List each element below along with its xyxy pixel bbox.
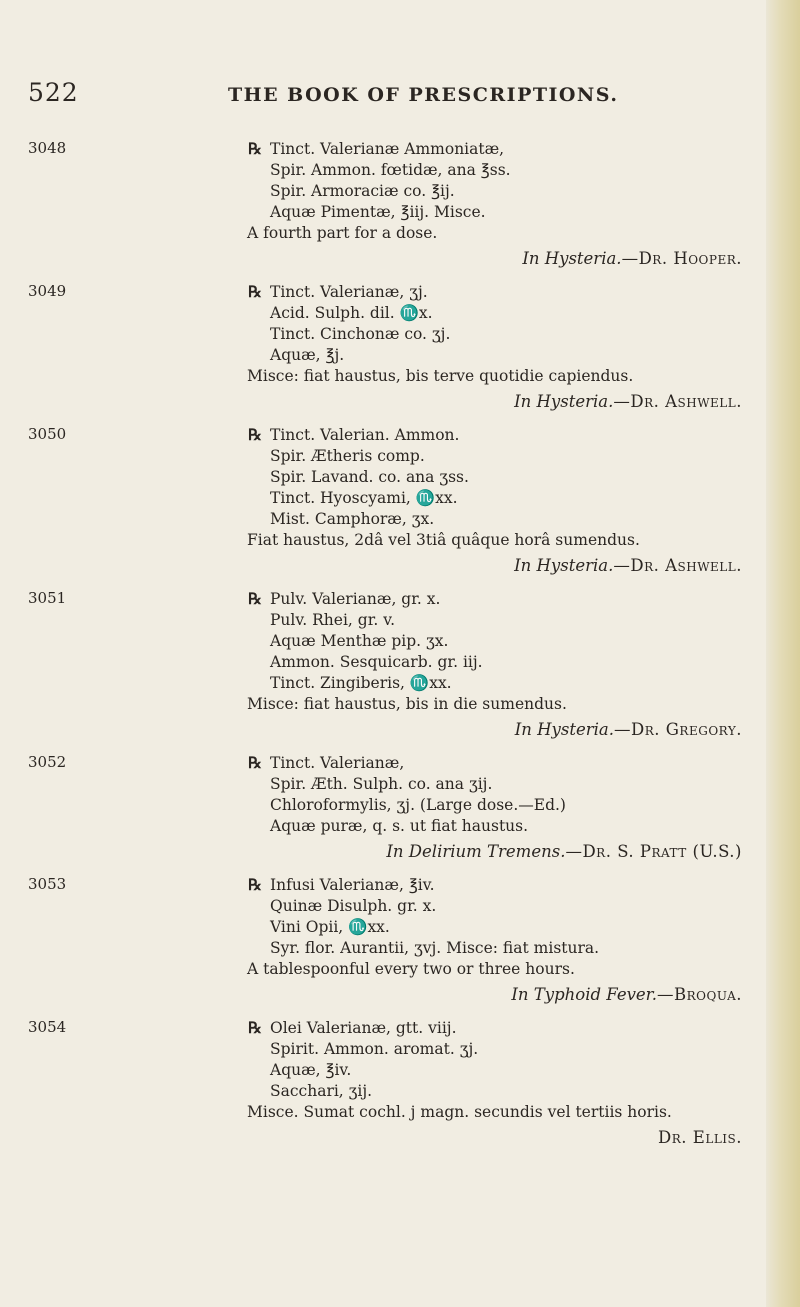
- author-name: —Dr. S. Pratt (U.S.): [565, 842, 742, 861]
- directions-line: A fourth part for a dose.: [247, 224, 438, 242]
- ingredient-line: [0, 424, 800, 446]
- ingredient-line: Tinct. Cinchonæ co. ʒj.: [270, 325, 451, 343]
- attribution-line: [0, 553, 800, 578]
- condition-label: In Hysteria.: [514, 556, 614, 575]
- ingredient-line: Pulv. Rhei, gr. v.: [270, 611, 396, 629]
- ingredient-text: Tinct. Valerianæ,: [270, 754, 405, 772]
- ingredient-line: Spirit. Ammon. aromat. ʒj.: [270, 1040, 479, 1058]
- ingredient-text: Tinct. Valerianæ Ammoniatæ,: [270, 140, 505, 158]
- ingredient-line: Tinct. Hyoscyami, ♏xx.: [270, 489, 458, 507]
- directions-line: Fiat haustus, 2dâ vel 3tiâ quâque horâ sumendus.: [247, 531, 640, 549]
- prescription-entry: [0, 138, 800, 271]
- ingredient-line: Mist. Camphoræ, ʒx.: [270, 510, 435, 528]
- page-header: [0, 78, 800, 118]
- prescription-entry: [0, 1017, 800, 1150]
- recipe-symbol: ℞: [248, 139, 262, 158]
- prescription-entry: [0, 424, 800, 578]
- recipe-symbol: ℞: [248, 1018, 262, 1037]
- prescription-entry: [0, 281, 800, 414]
- ingredient-text: Tinct. Valerian. Ammon.: [270, 426, 460, 444]
- ingredient-text: Tinct. Valerianæ, ʒj.: [270, 283, 428, 301]
- attribution-line: [0, 839, 800, 864]
- ingredient-line: Aquæ Pimentæ, ℥iij. Misce.: [270, 203, 486, 221]
- author-name: —Dr. Gregory.: [614, 720, 742, 739]
- prescription-number: 3053: [28, 875, 67, 893]
- ingredient-line: Syr. flor. Aurantii, ʒvj. Misce: fiat mistura.: [270, 939, 600, 957]
- attribution-line: [0, 717, 800, 742]
- running-title: THE BOOK OF PRESCRIPTIONS.: [228, 84, 619, 106]
- condition-label: In Delirium Tremens.: [386, 842, 566, 861]
- directions-line: A tablespoonful every two or three hours.: [247, 960, 575, 978]
- ingredient-line: Aquæ, ℥iv.: [270, 1061, 352, 1079]
- recipe-symbol: ℞: [248, 282, 262, 301]
- ingredient-line: Spir. Æth. Sulph. co. ana ʒij.: [270, 775, 493, 793]
- recipe-symbol: ℞: [248, 753, 262, 772]
- ingredient-line: [0, 752, 800, 774]
- ingredient-line: [0, 138, 800, 160]
- ingredient-line: Spir. Ætheris comp.: [270, 447, 425, 465]
- author-name: —Broqua.: [657, 985, 742, 1004]
- recipe-symbol: ℞: [248, 589, 262, 608]
- ingredient-line: Chloroformylis, ʒj. (Large dose.—Ed.): [270, 796, 566, 814]
- condition-label: In Hysteria.: [514, 720, 614, 739]
- author-name: Dr. Ellis.: [658, 1128, 742, 1147]
- author-name: —Dr. Ashwell.: [613, 392, 742, 411]
- condition-label: In Hysteria.: [522, 249, 622, 268]
- prescription-entry: [0, 752, 800, 864]
- condition-label: In Hysteria.: [514, 392, 614, 411]
- prescription-number: 3048: [28, 139, 67, 157]
- prescription-entry: [0, 874, 800, 1007]
- recipe-symbol: ℞: [248, 875, 262, 894]
- prescription-number: 3049: [28, 282, 67, 300]
- directions-line: Misce. Sumat cochl. j magn. secundis vel tertiis horis.: [247, 1103, 672, 1121]
- ingredient-line: Aquæ Menthæ pip. ʒx.: [270, 632, 449, 650]
- ingredient-text: Olei Valerianæ, gtt. viij.: [270, 1019, 457, 1037]
- condition-label: In Typhoid Fever.: [511, 985, 657, 1004]
- ingredient-line: Sacchari, ʒij.: [270, 1082, 373, 1100]
- prescription-list: [0, 138, 800, 1160]
- ingredient-line: Quinæ Disulph. gr. x.: [270, 897, 437, 915]
- page-number: 522: [28, 78, 79, 107]
- directions-line: Misce: fiat haustus, bis in die sumendus.: [247, 695, 567, 713]
- attribution-line: [0, 389, 800, 414]
- ingredient-line: Spir. Ammon. fœtidæ, ana ℥ss.: [270, 161, 511, 179]
- attribution-line: [0, 1125, 800, 1150]
- author-name: —Dr. Ashwell.: [613, 556, 742, 575]
- prescription-number: 3051: [28, 589, 67, 607]
- author-name: —Dr. Hooper.: [621, 249, 742, 268]
- ingredient-line: Ammon. Sesquicarb. gr. iij.: [270, 653, 483, 671]
- ingredient-line: [0, 588, 800, 610]
- ingredient-line: [0, 874, 800, 896]
- ingredient-line: Tinct. Zingiberis, ♏xx.: [270, 674, 452, 692]
- ingredient-line: Aquæ, ℥j.: [270, 346, 345, 364]
- ingredient-line: Vini Opii, ♏xx.: [270, 918, 390, 936]
- ingredient-line: [0, 281, 800, 303]
- ingredient-line: Spir. Lavand. co. ana ʒss.: [270, 468, 469, 486]
- directions-line: Misce: fiat haustus, bis terve quotidie capiendus.: [247, 367, 634, 385]
- attribution-line: [0, 246, 800, 271]
- prescription-number: 3052: [28, 753, 67, 771]
- ingredient-line: Spir. Armoraciæ co. ℥ij.: [270, 182, 455, 200]
- ingredient-line: Aquæ puræ, q. s. ut fiat haustus.: [270, 817, 529, 835]
- prescription-entry: [0, 588, 800, 742]
- ingredient-line: Acid. Sulph. dil. ♏x.: [270, 304, 433, 322]
- ingredient-line: [0, 1017, 800, 1039]
- ingredient-text: Infusi Valerianæ, ℥iv.: [270, 876, 435, 894]
- recipe-symbol: ℞: [248, 425, 262, 444]
- prescription-number: 3050: [28, 425, 67, 443]
- attribution-line: [0, 982, 800, 1007]
- ingredient-text: Pulv. Valerianæ, gr. x.: [270, 590, 441, 608]
- prescription-number: 3054: [28, 1018, 67, 1036]
